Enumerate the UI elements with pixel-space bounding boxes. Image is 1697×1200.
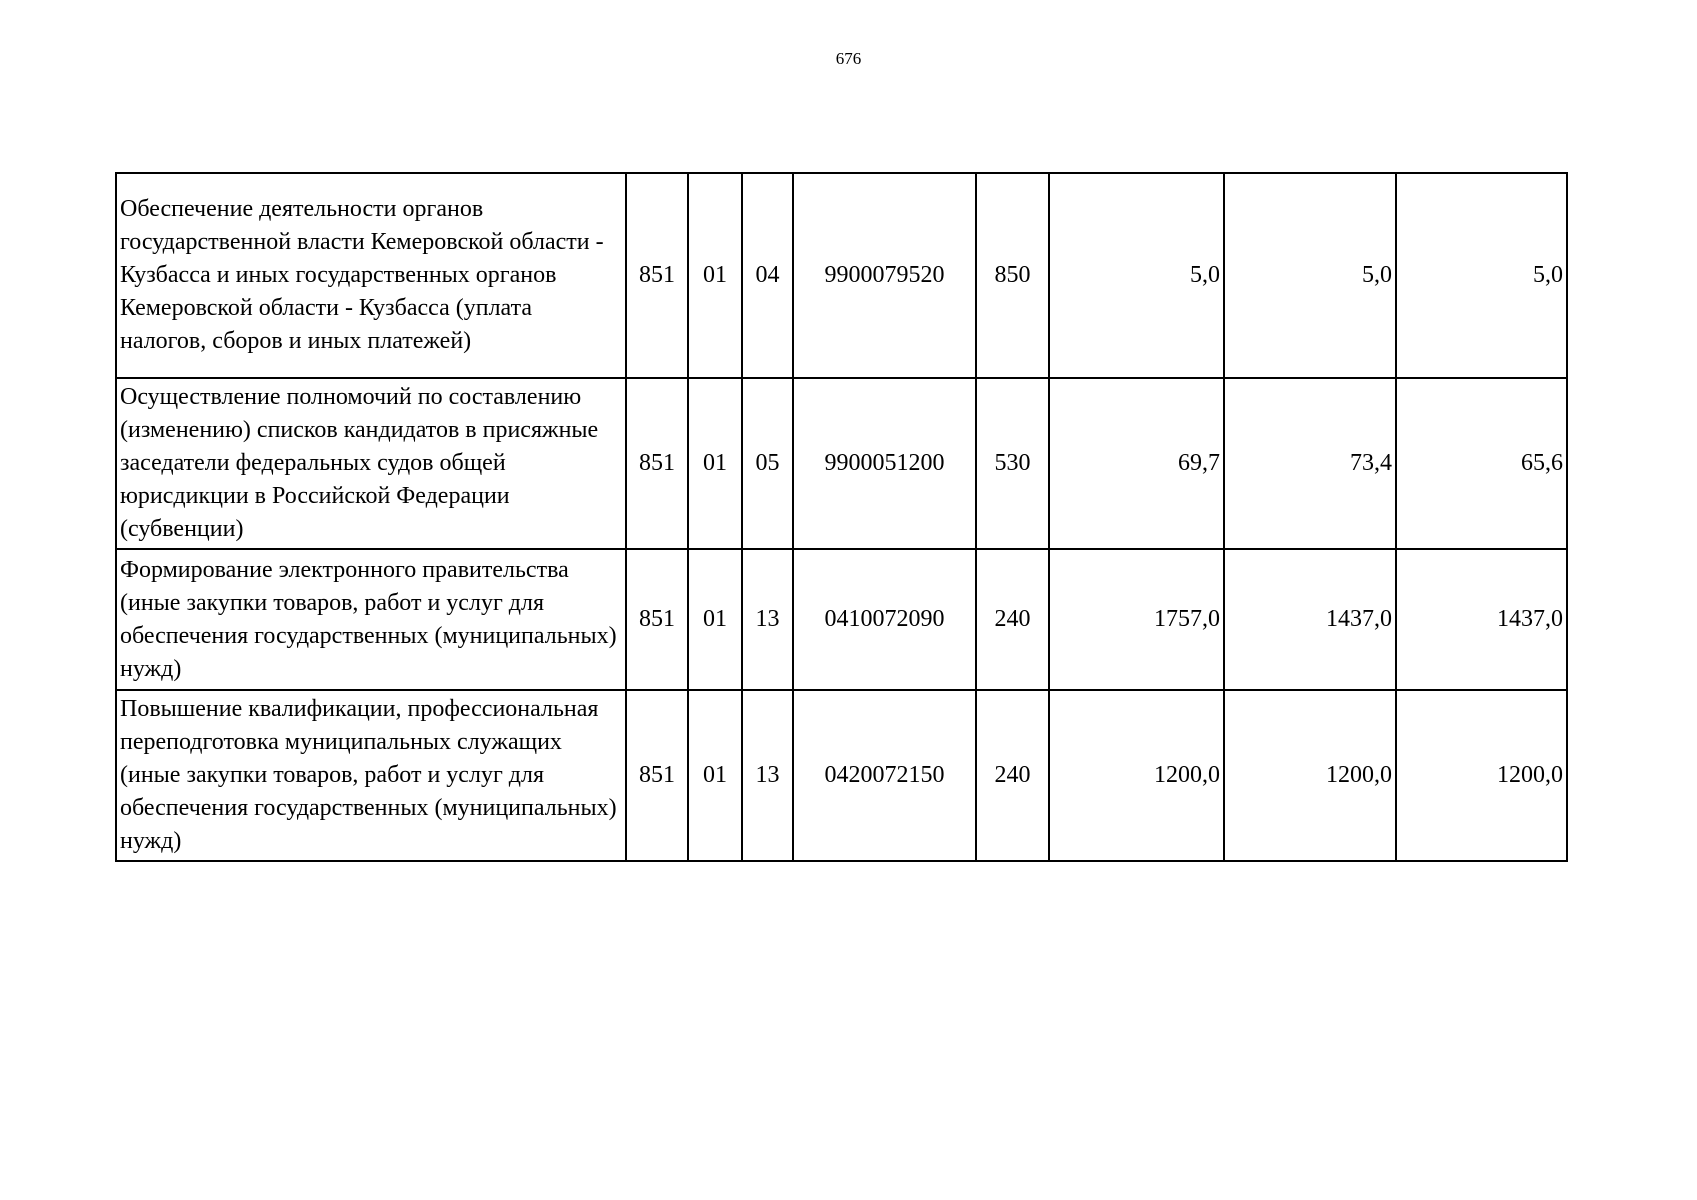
expense-type-code: 850 <box>976 173 1049 378</box>
target-article-code: 9900051200 <box>793 378 976 549</box>
subsection-code: 13 <box>742 549 793 690</box>
amount-year-1: 1757,0 <box>1049 549 1224 690</box>
ministry-code: 851 <box>626 549 688 690</box>
amount-year-1: 69,7 <box>1049 378 1224 549</box>
amount-year-3: 5,0 <box>1396 173 1567 378</box>
amount-year-1: 1200,0 <box>1049 690 1224 861</box>
expense-type-code: 240 <box>976 690 1049 861</box>
row-description: Обеспечение деятельности органов государственной власти Кемеровской области - Кузбасса и иных государственных органов Кемеровской области - Кузбасса (уплата налогов, сборов и иных платежей) <box>116 173 626 378</box>
amount-year-2: 73,4 <box>1224 378 1396 549</box>
table-row <box>116 690 1567 861</box>
target-article-code: 0410072090 <box>793 549 976 690</box>
section-code: 01 <box>688 173 742 378</box>
row-description: Осуществление полномочий по составлению (изменению) списков кандидатов в присяжные заседатели федеральных судов общей юрисдикции в Российской Федерации (субвенции) <box>116 378 626 549</box>
section-code: 01 <box>688 690 742 861</box>
ministry-code: 851 <box>626 378 688 549</box>
subsection-code: 05 <box>742 378 793 549</box>
amount-year-2: 1437,0 <box>1224 549 1396 690</box>
target-article-code: 0420072150 <box>793 690 976 861</box>
section-code: 01 <box>688 549 742 690</box>
ministry-code: 851 <box>626 690 688 861</box>
expense-type-code: 240 <box>976 549 1049 690</box>
amount-year-3: 1200,0 <box>1396 690 1567 861</box>
table-row <box>116 378 1567 549</box>
subsection-code: 04 <box>742 173 793 378</box>
row-description: Формирование электронного правительства (иные закупки товаров, работ и услуг для обеспечения государственных (муниципальных) нужд) <box>116 549 626 690</box>
budget-table <box>115 172 1568 862</box>
expense-type-code: 530 <box>976 378 1049 549</box>
subsection-code: 13 <box>742 690 793 861</box>
table-row <box>116 173 1567 378</box>
amount-year-3: 65,6 <box>1396 378 1567 549</box>
page-number: 676 <box>835 49 862 68</box>
ministry-code: 851 <box>626 173 688 378</box>
amount-year-1: 5,0 <box>1049 173 1224 378</box>
target-article-code: 9900079520 <box>793 173 976 378</box>
amount-year-2: 5,0 <box>1224 173 1396 378</box>
row-description: Повышение квалификации, профессиональная переподготовка муниципальных служащих (иные закупки товаров, работ и услуг для обеспечения государственных (муниципальных) нужд) <box>116 690 626 861</box>
table-row <box>116 549 1567 690</box>
section-code: 01 <box>688 378 742 549</box>
amount-year-2: 1200,0 <box>1224 690 1396 861</box>
amount-year-3: 1437,0 <box>1396 549 1567 690</box>
